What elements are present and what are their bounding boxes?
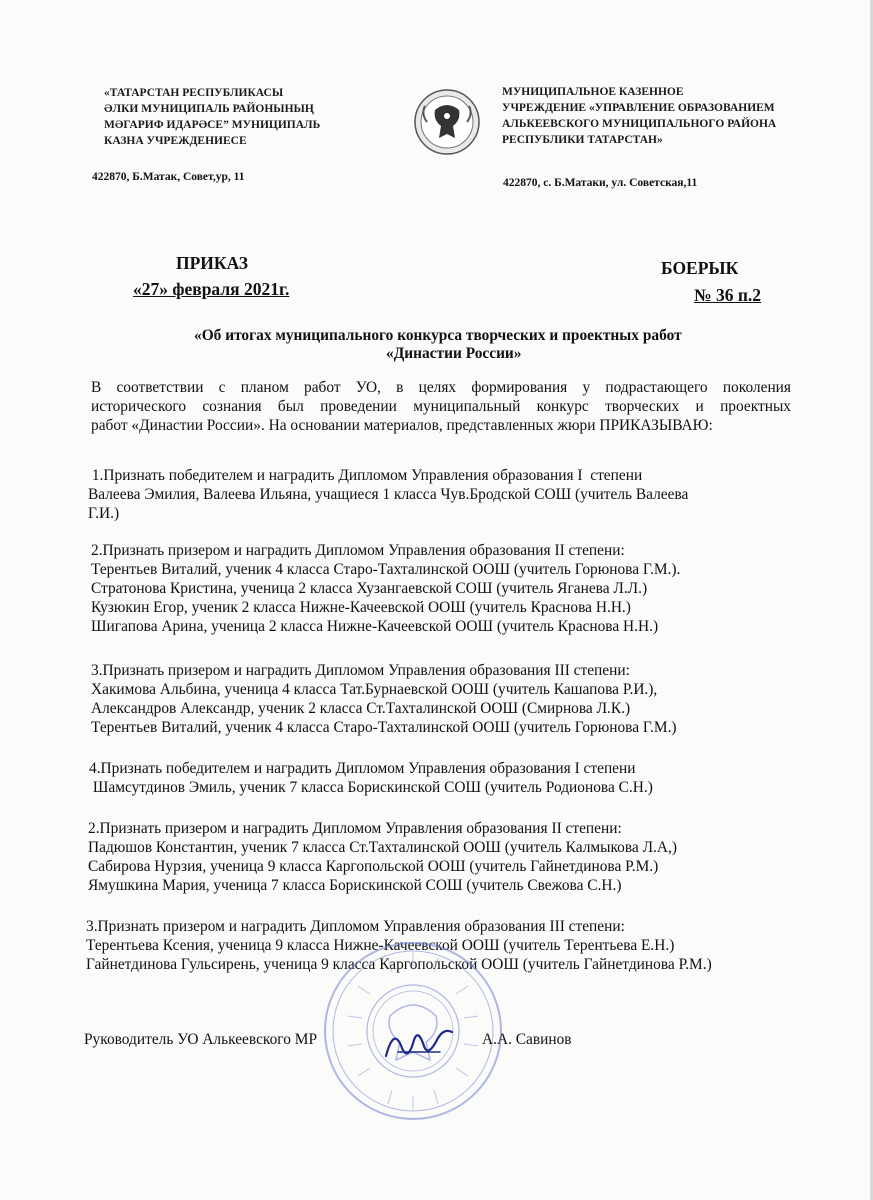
section-1	[88, 466, 688, 523]
section-line: Терентьева Ксения, ученица 9 класса Нижне-Качеевской ООШ (учитель Терентьева Е.Н.)	[86, 937, 675, 954]
section-line: Шамсутдинов Эмиль, ученик 7 класса Борискинской СОШ (учитель Родионова С.Н.)	[89, 779, 653, 796]
section-line: Гайнетдинова Гульсирень, ученица 9 класса Каргопольской ООШ (учитель Гайнетдинова Р.М.)	[86, 956, 712, 973]
handwritten-signature-icon	[380, 1018, 460, 1068]
section-heading: 2.Признать призером и наградить Дипломом Управления образования II степени:	[91, 542, 625, 559]
section-line: Кузюкин Егор, ученик 2 класса Нижне-Качеевской ООШ (учитель Краснова Н.Н.)	[91, 599, 631, 616]
section-heading: 1.Признать победителем и наградить Дипломом Управления образования I степени	[88, 467, 643, 484]
header-left-line: КАЗНА УЧРЕЖДЕНИЕСЕ	[104, 135, 247, 147]
section-5	[88, 819, 677, 895]
section-2	[91, 541, 680, 636]
section-heading: 4.Признать победителем и наградить Дипломом Управления образования I степени	[89, 760, 636, 777]
order-subject-line1: «Об итогах муниципального конкурса творческих и проектных работ	[194, 327, 682, 344]
section-heading: 2.Признать призером и наградить Дипломом Управления образования II степени:	[88, 820, 622, 837]
section-heading: 3.Признать призером и наградить Дипломом Управления образования III степени:	[91, 662, 630, 679]
header-right-address: 422870, с. Б.Матаки, ул. Советская,11	[503, 177, 698, 189]
header-right-line: РЕСПУБЛИКИ ТАТАРСТАН»	[502, 134, 663, 146]
section-line: Шигапова Арина, ученица 2 класса Нижне-Качеевской ООШ (учитель Краснова Н.Н.)	[91, 618, 659, 635]
intro-line: В соответствии с планом работ УО, в целях формирования у подрастающего поколения	[91, 379, 791, 396]
section-line: Стратонова Кристина, ученица 2 класса Хузангаевской СОШ (учитель Яганева Л.Л.)	[91, 580, 648, 597]
header-right-line: АЛЬКЕЕВСКОГО МУНИЦИПАЛЬНОГО РАЙОНА	[502, 118, 777, 130]
header-right-line: МУНИЦИПАЛЬНОЕ КАЗЕННОЕ	[502, 86, 684, 98]
intro-line: работ «Династии России». На основании материалов, представленных жюри ПРИКАЗЫВАЮ:	[91, 417, 713, 434]
signature-position: Руководитель УО Алькеевского МР	[84, 1031, 318, 1048]
section-line: Падюшов Константин, ученик 7 класса Ст.Тахталинской ООШ (учитель Калмыкова Л.А,)	[88, 839, 677, 856]
section-line: Ямушкина Мария, ученица 7 класса Борискинской СОШ (учитель Свежова С.Н.)	[88, 877, 622, 894]
coat-of-arms-icon	[413, 86, 481, 158]
intro-paragraph	[91, 378, 791, 435]
section-heading: 3.Признать призером и наградить Дипломом Управления образования III степени:	[86, 918, 625, 935]
header-right-line: УЧРЕЖДЕНИЕ «УПРАВЛЕНИЕ ОБРАЗОВАНИЕМ	[502, 102, 775, 114]
order-number: № 36 п.2	[694, 285, 762, 305]
signature-name: А.А. Савинов	[482, 1031, 572, 1048]
header-left-org	[104, 85, 320, 149]
section-line: Г.И.)	[88, 505, 120, 522]
section-3	[91, 661, 677, 737]
section-line: Александров Александр, ученик 2 класса Ст.Тахталинской ООШ (Смирнова Л.К.)	[91, 700, 631, 717]
header-left-line: «ТАТАРСТАН РЕСПУБЛИКАСЫ	[104, 87, 284, 99]
section-line: Валеева Эмилия, Валеева Ильяна, учащиеся 1 класса Чув.Бродской СОШ (учитель Валеева	[88, 486, 689, 503]
order-date: «27» февраля 2021г.	[133, 279, 290, 299]
order-subject-line2: «Династии России»	[386, 345, 522, 362]
header-right-org	[502, 84, 776, 148]
order-title-tt: БОЕРЫК	[661, 258, 739, 278]
header-left-address: 422870, Б.Матак, Совет,ур, 11	[92, 171, 245, 183]
order-title-ru: ПРИКАЗ	[176, 253, 249, 273]
intro-line: исторического сознания был проведении муниципальный конкурс творческих и проектных	[91, 398, 791, 415]
section-line: Терентьев Виталий, ученик 4 класса Старо-Тахталинской ООШ (учитель Горюнова Г.М.).	[91, 561, 681, 578]
section-line: Хакимова Альбина, ученица 4 класса Тат.Бурнаевской ООШ (учитель Кашапова Р.И.),	[91, 681, 658, 698]
section-line: Терентьев Виталий, ученик 4 класса Старо-Тахталинской ООШ (учитель Горюнова Г.М.)	[91, 719, 677, 736]
header-left-line: МӘГАРИФ ИДАРӘСЕ” МУНИЦИПАЛЬ	[104, 119, 321, 131]
section-4	[89, 759, 653, 797]
header-left-line: ӘЛКИ МУНИЦИПАЛЬ РАЙОНЫНЫҢ	[104, 103, 314, 115]
section-line: Сабирова Нурзия, ученица 9 класса Каргопольской ООШ (учитель Гайнетдинова Р.М.)	[88, 858, 659, 875]
